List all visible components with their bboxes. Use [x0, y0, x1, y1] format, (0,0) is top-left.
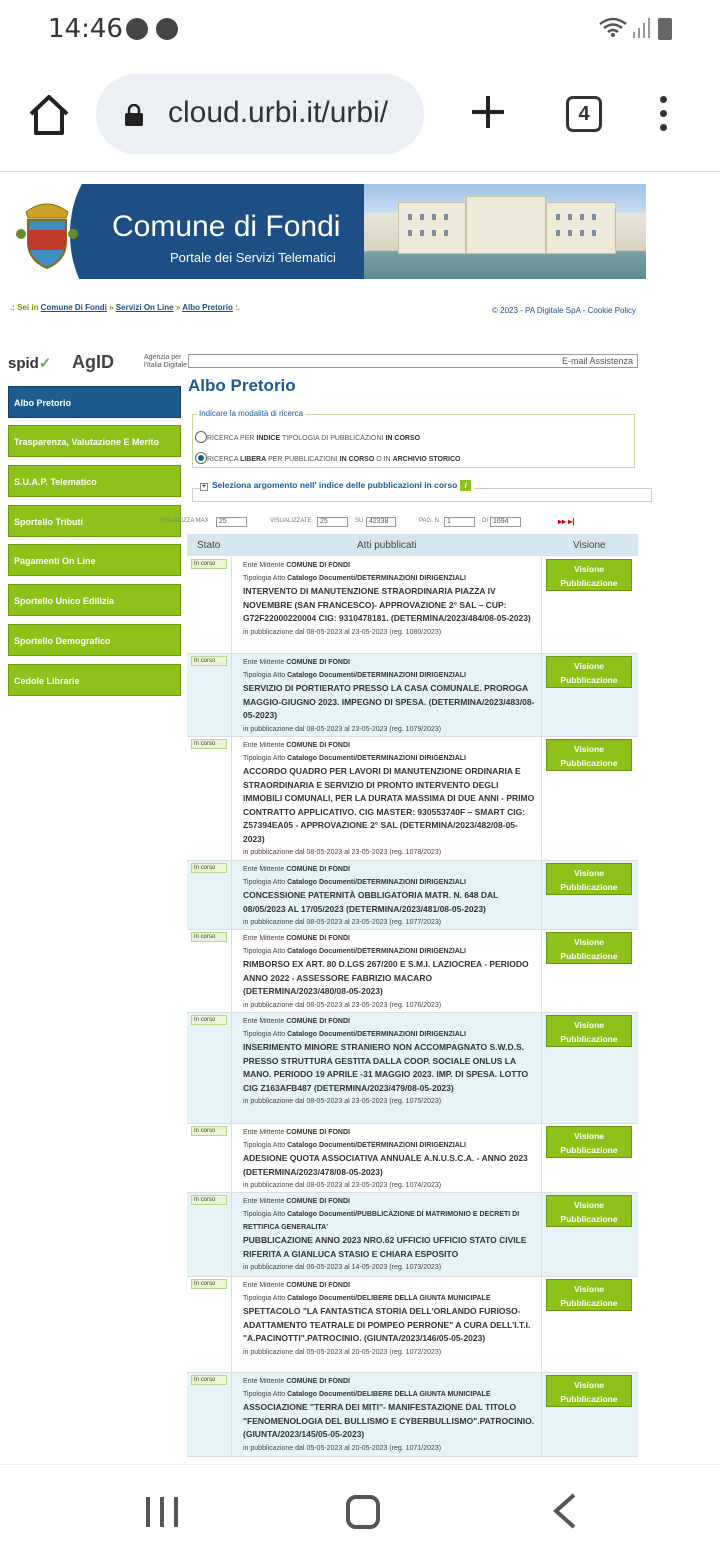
- status-badge: In corso: [191, 1375, 227, 1385]
- status-badge: In corso: [191, 559, 227, 569]
- copyright-text[interactable]: © 2023 - PA Digitale SpA - Cookie Policy: [492, 306, 637, 315]
- visione-pubblicazione-button[interactable]: Visione Pubblicazione: [546, 863, 632, 895]
- search-mode-fieldset: [192, 409, 635, 468]
- table-row: [187, 1013, 638, 1124]
- recent-apps-icon[interactable]: [146, 1497, 178, 1527]
- sidebar-item-trasparenza[interactable]: Trasparenza, Valutazione E Merito: [8, 425, 181, 457]
- visualizza-max-input[interactable]: 25: [216, 517, 247, 527]
- publication-period: 08-05-2023 al 23-05-2023 (reg. 1079/2023): [306, 725, 442, 733]
- ente-mittente: COMUNE DI FONDI: [286, 562, 350, 569]
- agid-subtitle: Agenzia per l'Italia Digitale: [144, 354, 187, 369]
- pager-su-label: SU: [355, 518, 364, 524]
- atto-details: Ente Mittente COMUNE DI FONDI Tipologia Atto Catalogo Documenti/DETERMINAZIONI DIRIGENZIALI INSERIMENTO MINORE STRANIERO NON ACCOMPAGNATO S.W.D.S. PRESSO STRUTTURA GESTITA DALLA COOP. SOCIALE ONLUS LA MANO. PERIODO 19 APRILE -31 MAGGIO 2023. IMP. DI SPESA. LOTTO CIG Z163AFB487 (DETERMINA/2023/479/08-05-2023) in pubblicazione dal 08-05-2023 al 23-05-2023 (reg. 1075/2023): [243, 1015, 539, 1108]
- table-row: [187, 737, 638, 861]
- spid-logo: spid✓: [8, 355, 52, 372]
- tipologia-atto: Catalogo Documenti/DETERMINAZIONI DIRIGENZIALI: [287, 948, 466, 955]
- address-bar[interactable]: [96, 74, 424, 154]
- ente-mittente: COMUNE DI FONDI: [286, 866, 350, 873]
- sidebar-item-suap[interactable]: S.U.A.P. Telematico: [8, 465, 181, 497]
- agid-logo: AgID: [72, 352, 114, 372]
- tipologia-atto: Catalogo Documenti/PUBBLICAZIONE DI MATRIMONIO E DECRETI DI RETTIFICA GENERALITA': [243, 1211, 520, 1231]
- visione-pubblicazione-button[interactable]: Visione Pubblicazione: [546, 1015, 632, 1047]
- home-nav-icon[interactable]: [346, 1495, 380, 1529]
- banner-subtitle: Portale dei Servizi Telematici: [170, 250, 336, 265]
- atto-subject: INSERIMENTO MINORE STRANIERO NON ACCOMPAGNATO S.W.D.S. PRESSO STRUTTURA GESTITA DALLA COOP. SOCIALE ONLUS LA MANO. PERIODO 19 APRILE -31 MAGGIO 2023. IMP. DI SPESA. LOTTO CIG Z163AFB487 (DETERMINA/2023/479/08-05-2023): [243, 1042, 529, 1093]
- url-text[interactable]: cloud.urbi.it/urbi/: [168, 96, 389, 129]
- header-visione: Visione: [573, 540, 606, 551]
- publication-period: 05-05-2023 al 20-05-2023 (reg. 1072/2023): [306, 1348, 442, 1356]
- page-title: Albo Pretorio: [188, 376, 296, 395]
- status-badge: In corso: [191, 739, 227, 749]
- crest-icon: [16, 194, 78, 270]
- visione-pubblicazione-button[interactable]: Visione Pubblicazione: [546, 739, 632, 771]
- atto-details: Ente Mittente COMUNE DI FONDI Tipologia Atto Catalogo Documenti/DELIBERE DELLA GIUNTA MUNICIPALE SPETTACOLO "LA FANTASTICA STORIA DELL'ORLANDO FURIOSO-ADATTAMENTO TEATRALE DI POMPEO PERRONE" A CURA DELL'I.T.I. "A.PACINOTTI".PATROCINIO. (GIUNTA/2023/146/05-05-2023) in pubblicazione dal 05-05-2023 al 20-05-2023 (reg. 1072/2023): [243, 1279, 539, 1359]
- status-badge: In corso: [191, 932, 227, 942]
- system-nav-bar: [0, 1464, 720, 1560]
- sidebar-item-cedole[interactable]: Cedole Librarie: [8, 664, 181, 696]
- new-tab-icon[interactable]: [470, 94, 506, 130]
- publication-period: 08-05-2023 al 23-05-2023 (reg. 1075/2023): [306, 1098, 442, 1105]
- atto-details: Ente Mittente COMUNE DI FONDI Tipologia Atto Catalogo Documenti/DETERMINAZIONI DIRIGENZIALI RIMBORSO EX ART. 80 D.LGS 267/200 E S.M.I. LAZIOCREA - PERIODO ANNO 2022 - ASSESSORE FABRIZIO MACARO (DETERMINA/2023/480/08-05-2023) in pubblicazione dal 08-05-2023 al 23-05-2023 (reg. 1076/2023): [243, 932, 539, 1012]
- table-row: [187, 1124, 638, 1193]
- publication-period: 08-05-2023 al 23-05-2023 (reg. 1074/2023): [306, 1182, 442, 1189]
- visione-pubblicazione-button[interactable]: Visione Pubblicazione: [546, 656, 632, 688]
- sidebar-item-demografico[interactable]: Sportello Demografico: [8, 624, 181, 656]
- publication-period: 05-05-2023 al 20-05-2023 (reg. 1071/2023): [306, 1444, 442, 1452]
- page-number-input[interactable]: 1: [444, 517, 475, 527]
- atto-details: Ente Mittente COMUNE DI FONDI Tipologia Atto Catalogo Documenti/DETERMINAZIONI DIRIGENZIALI CONCESSIONE PATERNITÀ OBBLIGATORIA MATR. N. 648 DAL 08/05/2023 AL 17/05/2023 (DETERMINA/2023/481/08-05-2023) in pubblicazione dal 08-05-2023 al 23-05-2023 (reg. 1077/2023): [243, 863, 539, 929]
- info-icon[interactable]: i: [460, 480, 471, 491]
- atto-details: Ente Mittente COMUNE DI FONDI Tipologia Atto Catalogo Documenti/DETERMINAZIONI DIRIGENZIALI SERVIZIO DI PORTIERATO PRESSO LA CASA COMUNALE. PROROGA MAGGIO-GIUGNO 2023. IMPEGNO DI SPESA. (DETERMINA/2023/483/08-05-2023) in pubblicazione dal 08-05-2023 al 23-05-2023 (reg. 1079/2023): [243, 656, 539, 736]
- table-row: [187, 557, 638, 654]
- atto-details: Ente Mittente COMUNE DI FONDI Tipologia Atto Catalogo Documenti/DETERMINAZIONI DIRIGENZIALI ADESIONE QUOTA ASSOCIATIVA ANNUALE A.N.U.S.C.A. - ANNO 2023 (DETERMINA/2023/478/08-05-2023) in pubblicazione dal 08-05-2023 al 23-05-2023 (reg. 1074/2023): [243, 1126, 539, 1192]
- breadcrumb-link[interactable]: Servizi On Line: [115, 303, 174, 312]
- lock-icon: [124, 104, 144, 126]
- table-row: [187, 861, 638, 930]
- status-badge: In corso: [191, 1195, 227, 1205]
- atto-subject: ACCORDO QUADRO PER LAVORI DI MANUTENZIONE ORDINARIA E STRAORDINARIA E SERVIZIO DI PRONTO INTERVENTO DEGLI IMMOBILI COMUNALI, PER LA DURATA MASSIMA DI DUE ANNI - PRIMO CONTRATTO APPLICATIVO. CIG MASTER: 930553740F – SMART CIG: Z57394EA05 - APPROVAZIONE 2° SAL (DETERMINA/2023/482/08-05-2023): [243, 766, 535, 844]
- ente-mittente: COMUNE DI FONDI: [286, 1129, 350, 1136]
- radio-ricerca-libera[interactable]: [195, 452, 207, 464]
- publication-period: 08-05-2023 al 23-05-2023 (reg. 1077/2023): [306, 919, 442, 926]
- banner-title: Comune di Fondi: [112, 210, 341, 243]
- search-mode-legend: Indicare la modalità di ricerca: [199, 409, 304, 418]
- header-stato: Stato: [197, 540, 221, 551]
- browser-toolbar: [0, 60, 720, 172]
- atto-subject: INTERVENTO DI MANUTENZIONE STRAORDINARIA PIAZZA IV NOVEMBRE (SAN FRANCESCO)- APPROVAZIONE 2° SAL – CUP: G72F22000220004 CIG: 9310478181. (DETERMINA/2023/484/08-05-2023): [243, 586, 531, 623]
- ente-mittente: COMUNE DI FONDI: [286, 742, 350, 749]
- sidebar-item-tributi[interactable]: Sportello Tributi: [8, 505, 181, 537]
- status-badge: In corso: [191, 863, 227, 873]
- table-row: [187, 1277, 638, 1373]
- totale-field: 42338: [366, 517, 396, 527]
- table-row: [187, 1373, 638, 1457]
- atto-details: Ente Mittente COMUNE DI FONDI Tipologia Atto Catalogo Documenti/DETERMINAZIONI DIRIGENZIALI INTERVENTO DI MANUTENZIONE STRAORDINARIA PIAZZA IV NOVEMBRE (SAN FRANCESCO)- APPROVAZIONE 2° SAL – CUP: G72F22000220004 CIG: 9310478181. (DETERMINA/2023/484/08-05-2023) in pubblicazione dal 08-05-2023 al 23-05-2023 (reg. 1080/2023): [243, 559, 539, 639]
- tipologia-atto: Catalogo Documenti/DETERMINAZIONI DIRIGENZIALI: [287, 755, 466, 762]
- publication-period: 08-05-2023 al 23-05-2023 (reg. 1078/2023): [306, 849, 442, 856]
- tipologia-atto: Catalogo Documenti/DETERMINAZIONI DIRIGENZIALI: [287, 575, 466, 582]
- publication-period: 08-05-2023 al 23-05-2023 (reg. 1080/2023): [306, 628, 442, 636]
- breadcrumb-link[interactable]: Albo Pretorio: [182, 303, 233, 312]
- publication-period: 08-05-2023 al 23-05-2023 (reg. 1076/2023): [306, 1001, 442, 1009]
- atto-subject: PUBBLICAZIONE ANNO 2023 NRO.62 UFFICIO UFFICIO STATO CIVILE RIFERITA A GIANLUCA STASIO E CHIARA ESPOSITO: [243, 1235, 527, 1259]
- breadcrumb-link[interactable]: Comune Di Fondi: [40, 303, 107, 312]
- atto-subject: ADESIONE QUOTA ASSOCIATIVA ANNUALE A.N.U.S.C.A. - ANNO 2023 (DETERMINA/2023/478/08-05-2023): [243, 1153, 528, 1177]
- atto-details: Ente Mittente COMUNE DI FONDI Tipologia Atto Catalogo Documenti/PUBBLICAZIONE DI MATRIMONIO E DECRETI DI RETTIFICA GENERALITA' PUBBLICAZIONE ANNO 2023 NRO.62 UFFICIO UFFICIO STATO CIVILE RIFERITA A GIANLUCA STASIO E CHIARA ESPOSITO in pubblicazione dal 06-05-2023 al 14-05-2023 (reg. 1073/2023): [243, 1195, 539, 1274]
- status-badge: In corso: [191, 1015, 227, 1025]
- tipologia-atto: Catalogo Documenti/DETERMINAZIONI DIRIGENZIALI: [287, 879, 466, 886]
- next-page-icon[interactable]: ▸▸ ▸|: [558, 517, 575, 526]
- town-hall-photo: [364, 184, 646, 279]
- tipologia-atto: Catalogo Documenti/DELIBERE DELLA GIUNTA MUNICIPALE: [287, 1391, 491, 1398]
- signal-icon: [632, 18, 652, 38]
- radio-ricerca-indice-label[interactable]: RICERCA PER INDICE TIPOLOGIA DI PUBBLICAZIONI IN CORSO: [207, 435, 421, 442]
- tab-switcher-button[interactable]: 4: [566, 96, 602, 132]
- visione-pubblicazione-button[interactable]: Visione Pubblicazione: [546, 1375, 632, 1407]
- total-pages-field: 1694: [490, 517, 521, 527]
- table-row: [187, 1193, 638, 1277]
- status-badge: In corso: [191, 656, 227, 666]
- ente-mittente: COMUNE DI FONDI: [286, 1018, 350, 1025]
- sidebar-item-albo-pretorio[interactable]: Albo Pretorio: [8, 386, 181, 418]
- sidebar-item-edilizia[interactable]: Sportello Unico Edilizia: [8, 584, 181, 616]
- atto-subject: ASSOCIAZIONE "TERRA DEI MITI"- MANIFESTAZIONE DAL TITOLO "FENOMENOLOGIA DEL BULLISMO E CYBERBULLISMO".PATROCINIO. (GIUNTA/2023/145/05-05-2023): [243, 1402, 535, 1439]
- atto-subject: RIMBORSO EX ART. 80 D.LGS 267/200 E S.M.I. LAZIOCREA - PERIODO ANNO 2022 - ASSESSORE FABRIZIO MACARO (DETERMINA/2023/480/08-05-2023): [243, 959, 529, 996]
- atto-subject: SERVIZIO DI PORTIERATO PRESSO LA CASA COMUNALE. PROROGA MAGGIO-GIUGNO 2023. IMPEGNO DI SPESA. (DETERMINA/2023/483/08-05-2023): [243, 683, 535, 720]
- ente-mittente: COMUNE DI FONDI: [286, 1282, 350, 1289]
- atto-details: Ente Mittente COMUNE DI FONDI Tipologia Atto Catalogo Documenti/DELIBERE DELLA GIUNTA MUNICIPALE ASSOCIAZIONE "TERRA DEI MITI"- MANIFESTAZIONE DAL TITOLO "FENOMENOLOGIA DEL BULLISMO E CYBERBULLISMO".PATROCINIO. (GIUNTA/2023/145/05-05-2023) in pubblicazione dal 05-05-2023 al 20-05-2023 (reg. 1071/2023): [243, 1375, 539, 1455]
- atto-details: Ente Mittente COMUNE DI FONDI Tipologia Atto Catalogo Documenti/DETERMINAZIONI DIRIGENZIALI ACCORDO QUADRO PER LAVORI DI MANUTENZIONE ORDINARIA E STRAORDINARIA E SERVIZIO DI PRONTO INTERVENTO DEGLI IMMOBILI COMUNALI, PER LA DURATA MASSIMA DI DUE ANNI - PRIMO CONTRATTO APPLICATIVO. CIG MASTER: 930553740F – SMART CIG: Z57394EA05 - APPROVAZIONE 2° SAL (DETERMINA/2023/482/08-05-2023) in pubblicazione dal 08-05-2023 al 23-05-2023 (reg. 1078/2023): [243, 739, 539, 859]
- header-atti: Atti pubblicati: [357, 540, 417, 551]
- table-header: [187, 534, 638, 556]
- battery-icon: [658, 18, 672, 40]
- pager-visualizzate-label: VISUALIZZATE: [270, 518, 312, 524]
- overflow-menu-icon[interactable]: [656, 96, 670, 132]
- atto-subject: CONCESSIONE PATERNITÀ OBBLIGATORIA MATR. N. 648 DAL 08/05/2023 AL 17/05/2023 (DETERMINA/2023/481/08-05-2023): [243, 890, 499, 914]
- tipologia-atto: Catalogo Documenti/DETERMINAZIONI DIRIGENZIALI: [287, 1031, 466, 1038]
- publication-period: 06-05-2023 al 14-05-2023 (reg. 1073/2023): [306, 1264, 442, 1271]
- ente-mittente: COMUNE DI FONDI: [286, 1198, 350, 1205]
- visione-pubblicazione-button[interactable]: Visione Pubblicazione: [546, 559, 632, 591]
- status-badge: In corso: [191, 1126, 227, 1136]
- back-icon[interactable]: [550, 1493, 580, 1529]
- table-row: [187, 930, 638, 1013]
- radio-ricerca-libera-label[interactable]: RICERCA LIBERA PER PUBBLICAZIONI IN CORSO O IN ARCHIVIO STORICO: [207, 456, 461, 463]
- tipologia-atto: Catalogo Documenti/DETERMINAZIONI DIRIGENZIALI: [287, 1142, 466, 1149]
- pager-di-label: DI: [482, 518, 488, 524]
- visione-pubblicazione-button[interactable]: Visione Pubblicazione: [546, 1195, 632, 1227]
- wifi-icon: [598, 16, 628, 38]
- radio-ricerca-indice[interactable]: [195, 431, 207, 443]
- ente-mittente: COMUNE DI FONDI: [286, 659, 350, 666]
- tipologia-atto: Catalogo Documenti/DETERMINAZIONI DIRIGENZIALI: [287, 672, 466, 679]
- notification-icon: [156, 18, 178, 40]
- home-icon[interactable]: [26, 92, 72, 138]
- table-row: [187, 654, 638, 737]
- email-assistenza-link[interactable]: E-mail Assistenza: [188, 354, 638, 368]
- status-bar: [0, 0, 720, 60]
- status-time: 14:46: [48, 14, 123, 44]
- status-badge: In corso: [191, 1279, 227, 1289]
- ente-mittente: COMUNE DI FONDI: [286, 1378, 350, 1385]
- atto-subject: SPETTACOLO "LA FANTASTICA STORIA DELL'ORLANDO FURIOSO-ADATTAMENTO TEATRALE DI POMPEO PERRONE" A CURA DELL'I.T.I. "A.PACINOTTI".PATROCINIO. (GIUNTA/2023/146/05-05-2023): [243, 1306, 531, 1343]
- sidebar-item-pagamenti[interactable]: Pagamenti On Line: [8, 544, 181, 576]
- argomento-toggle[interactable]: + Seleziona argomento nell' indice delle pubblicazioni in corso i: [200, 480, 474, 491]
- visione-pubblicazione-button[interactable]: Visione Pubblicazione: [546, 1279, 632, 1311]
- notification-icon: [126, 18, 148, 40]
- tipologia-atto: Catalogo Documenti/DELIBERE DELLA GIUNTA MUNICIPALE: [287, 1295, 491, 1302]
- visione-pubblicazione-button[interactable]: Visione Pubblicazione: [546, 1126, 632, 1158]
- pager-pag-label: PAG. N.: [419, 518, 441, 524]
- site-banner: [8, 184, 646, 279]
- pager-visualizza-max-label: VISUALIZZA MAX: [160, 518, 209, 524]
- visualizzate-field: 25: [317, 517, 348, 527]
- visione-pubblicazione-button[interactable]: Visione Pubblicazione: [546, 932, 632, 964]
- ente-mittente: COMUNE DI FONDI: [286, 935, 350, 942]
- expand-icon[interactable]: +: [201, 483, 207, 490]
- breadcrumb: .: Sei in Comune Di Fondi » Servizi On Line » Albo Pretorio :.: [10, 303, 240, 312]
